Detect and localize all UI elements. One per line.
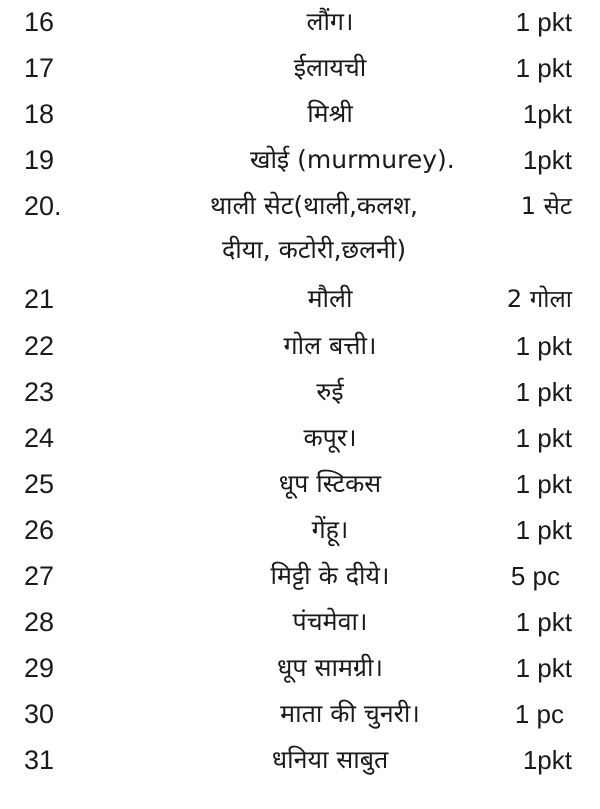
item-quantity: 2 गोला <box>506 285 572 313</box>
list-item <box>0 140 600 180</box>
item-quantity: 1 सेट <box>520 192 572 220</box>
item-quantity: 1 pkt <box>515 423 572 453</box>
list-item <box>0 510 600 550</box>
item-number: 31 <box>24 745 55 775</box>
list-item <box>0 418 600 458</box>
item-number: 27 <box>24 561 55 591</box>
item-name: मिट्टी के दीये। <box>270 561 390 590</box>
item-name: मिश्री <box>307 99 353 128</box>
item-quantity: 1 pkt <box>515 53 572 83</box>
item-quantity: 1 pkt <box>515 607 572 637</box>
list-item <box>0 556 600 596</box>
item-name: कपूर। <box>303 423 357 452</box>
item-name: खोई (murmurey). <box>250 145 455 174</box>
item-quantity: 1 pkt <box>515 377 572 407</box>
item-number: 18 <box>24 99 55 129</box>
item-number: 20. <box>24 191 62 221</box>
item-quantity: 1 pkt <box>515 515 572 545</box>
item-number: 19 <box>24 145 55 175</box>
list-item <box>0 464 600 504</box>
item-name: रुई <box>316 377 344 406</box>
item-quantity: 5 pc <box>510 561 560 591</box>
item-number: 25 <box>24 469 55 499</box>
item-quantity: 1pkt <box>522 145 572 175</box>
list-item <box>0 94 600 134</box>
list-item <box>0 740 600 780</box>
item-name-line2: दीया, कटोरी,छलनी) <box>222 235 407 264</box>
item-name: धूप स्टिकस <box>278 469 382 498</box>
list-item <box>0 326 600 366</box>
item-name: माता की चुनरी। <box>280 699 420 728</box>
list-item <box>0 372 600 412</box>
item-number: 23 <box>24 377 55 407</box>
item-number: 16 <box>24 7 55 37</box>
item-quantity: 1 pkt <box>515 469 572 499</box>
item-number: 30 <box>24 699 55 729</box>
item-name: ईलायची <box>293 53 367 82</box>
item-number: 22 <box>24 331 55 361</box>
item-number: 17 <box>24 53 55 83</box>
list-item <box>0 2 600 42</box>
item-quantity: 1 pc <box>514 699 564 729</box>
item-number: 24 <box>24 423 55 453</box>
item-name: मौली <box>307 284 353 313</box>
item-quantity: 1 pkt <box>515 331 572 361</box>
item-name-line1: थाली सेट(थाली,कलश, <box>210 191 418 220</box>
item-quantity: 1pkt <box>522 99 572 129</box>
item-number: 26 <box>24 515 55 545</box>
item-name: धनिया साबुत <box>271 745 389 774</box>
item-number: 28 <box>24 607 55 637</box>
item-name: धूप सामग्री। <box>277 653 383 682</box>
item-name: पंचमेवा। <box>292 607 368 636</box>
item-name: गोल बत्ती। <box>283 331 377 360</box>
list-item <box>0 648 600 688</box>
item-number: 29 <box>24 653 55 683</box>
list-item <box>0 602 600 642</box>
item-name: लौंग। <box>306 7 354 36</box>
item-name: गेंहू। <box>311 515 349 544</box>
item-quantity: 1 pkt <box>515 653 572 683</box>
list-item <box>0 279 600 319</box>
item-number: 21 <box>24 284 55 314</box>
list-item <box>0 48 600 88</box>
item-quantity: 1pkt <box>522 745 572 775</box>
list-item <box>0 186 600 276</box>
item-quantity: 1 pkt <box>515 7 572 37</box>
list-item <box>0 694 600 734</box>
